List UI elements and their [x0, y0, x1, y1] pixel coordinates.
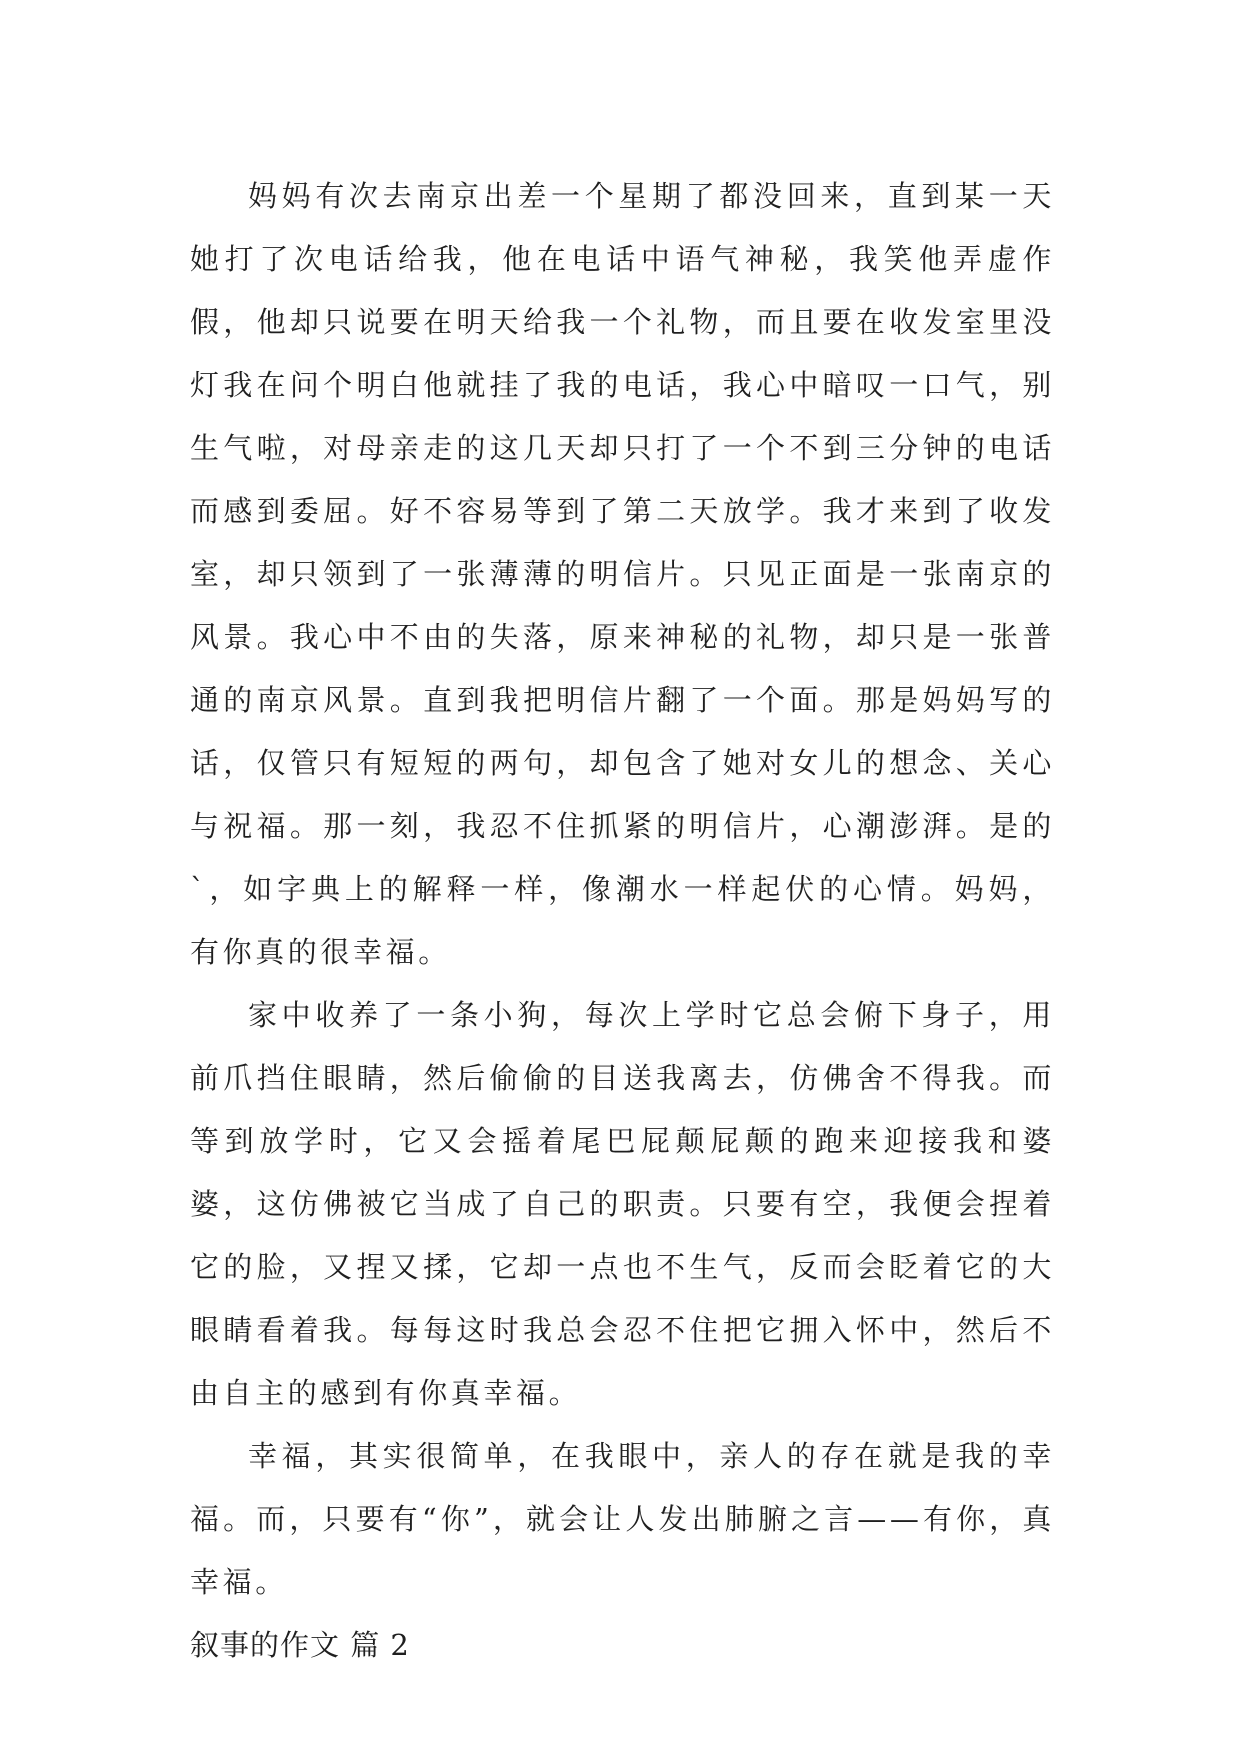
essay-body — [190, 165, 1055, 1677]
paragraph-3: 幸福，其实很简单，在我眼中，亲人的存在就是我的幸福。而，只要有“你”，就会让人发出肺腑之言——有你，真幸福。 — [190, 1439, 1055, 1599]
section-heading: 叙事的作文 篇 2 — [190, 1628, 410, 1662]
paragraph-2: 家中收养了一条小狗，每次上学时它总会俯下身子，用前爪挡住眼睛，然后偷偷的目送我离去，仿佛舍不得我。而等到放学时，它又会摇着尾巴屁颠屁颠的跑来迎接我和婆婆，这仿佛被它当成了自己的职责。只要有空，我便会捏着它的脸，又捏又揉，它却一点也不生气，反而会眨着它的大眼睛看着我。每每这时我总会忍不住把它拥入怀中，然后不由自主的感到有你真幸福。 — [190, 998, 1055, 1410]
paragraph-1: 妈妈有次去南京出差一个星期了都没回来，直到某一天她打了次电话给我，他在电话中语气神秘，我笑他弄虚作假，他却只说要在明天给我一个礼物，而且要在收发室里没灯我在问个明白他就挂了我的电话，我心中暗叹一口气，别生气啦，对母亲走的这几天却只打了一个不到三分钟的电话而感到委屈。好不容易等到了第二天放学。我才来到了收发室，却只领到了一张薄薄的明信片。只见正面是一张南京的风景。我心中不由的失落，原来神秘的礼物，却只是一张普通的南京风景。直到我把明信片翻了一个面。那是妈妈写的话，仅管只有短短的两句，却包含了她对女儿的想念、关心与祝福。那一刻，我忍不住抓紧的明信片，心潮澎湃。是的`，如字典上的解释一样，像潮水一样起伏的心情。妈妈，有你真的很幸福。 — [190, 179, 1055, 969]
